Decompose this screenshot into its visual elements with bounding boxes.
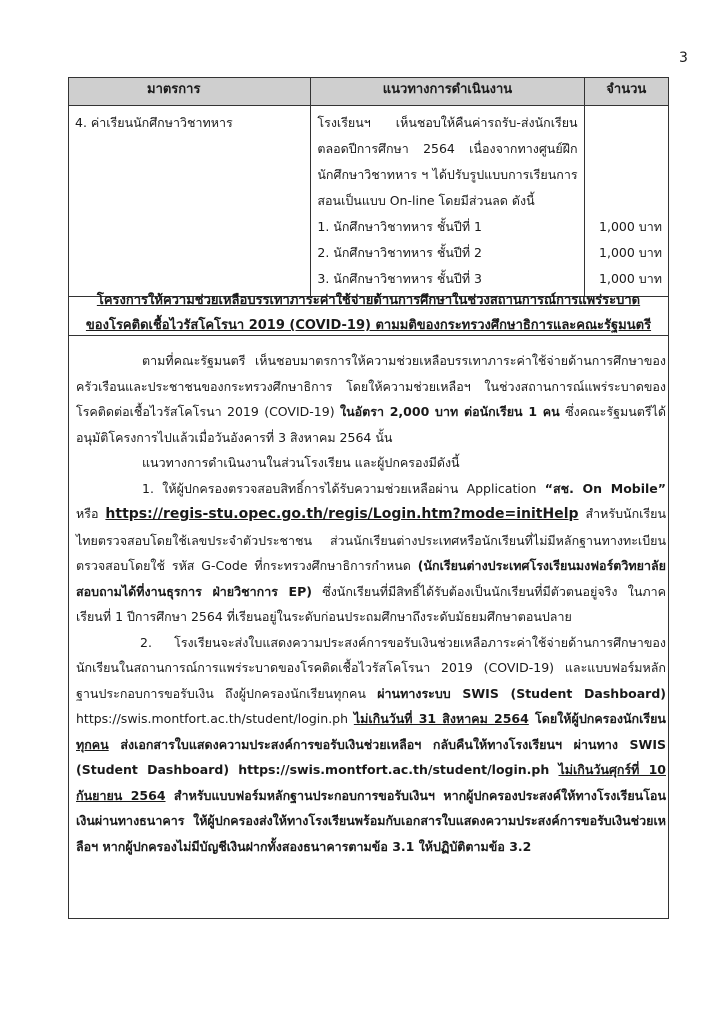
text-run: สำหรับนักเรียนไทยตรวจสอบโดยใช้เลขประจำตัวประชาชน ส่วนนักเรียนต่างประเทศหรือนักเรียนที่ไม่มีหลักฐานทางทะเบียนตรวจสอบโดยใช้ รหัส G-Code ที่กระทรวงศึกษาธิการกำหนด xyxy=(76,506,666,573)
header-guideline: แนวทางการดำเนินงาน xyxy=(311,78,584,106)
paragraph-step-1 xyxy=(76,476,666,630)
text-run: 2. โรงเรียนจะส่งใบแสดงความประสงค์การขอรับเงินช่วยเหลือภาระค่าใช้จ่ายด้านการศึกษาของนักเรียนในสถานการณ์การแพร่ระบาดของโรคติดเชื้อไวรัสโคโรนา 2019 (COVID-19) และแบบฟอร์มหลักฐานประกอบการขอรับเงิน ถึงผู้ปกครองนักเรียนทุกคน xyxy=(76,634,666,701)
table-header-row xyxy=(69,78,669,106)
text-run: โดยให้ผู้ปกครองนักเรียน xyxy=(528,711,666,726)
document-body xyxy=(76,348,666,859)
app-name: “สช. On Mobile” xyxy=(544,480,666,496)
rate-highlight: ในอัตรา 2,000 บาท ต่อนักเรียน 1 คน xyxy=(339,404,560,419)
text-run: 1. ให้ผู้ปกครองตรวจสอบสิทธิ์การได้รับความช่วยเหลือผ่าน Application xyxy=(142,480,545,496)
text-run: ซึ่งคณะรัฐมนตรีได้อนุมัติโครงการไปแล้วเมื่อวันอังคารที่ 3 สิงหาคม 2564 นั้น xyxy=(76,404,666,445)
measure-label: 4. ค่าเรียนนักศึกษาวิชาทหาร xyxy=(75,115,233,130)
project-title-box xyxy=(68,288,669,336)
project-title-line-2: ของโรคติดเชื้อไวรัสโคโรนา 2019 (COVID-19) ตามมติของกระทรวงศึกษาธิการและคณะรัฐมนตรี xyxy=(85,318,652,333)
list-item: 1. นักศึกษาวิชาทหาร ชั้นปีที่ 1 xyxy=(317,219,483,234)
all-students-note: ทุกคน xyxy=(76,736,109,752)
ep-contact-note: (นักเรียนต่างประเทศโรงเรียนมงฟอร์ตวิทยาลัย สอบถามได้ที่งานธุรการ ฝ่ายวิชาการ EP) xyxy=(76,558,666,599)
paragraph-step-2 xyxy=(76,630,666,860)
guideline-cell xyxy=(311,106,584,297)
project-title-line-1: โครงการให้ความช่วยเหลือบรรเทาภาระค่าใช้จ่ายด้านการศึกษาในช่วงสถานการณ์การแพร่ระบาด xyxy=(96,293,641,308)
deadline-sep: ไม่เกินวันศุกร์ที่ 10 กันยายน 2564 xyxy=(76,762,666,803)
swis-highlight: ผ่านทางระบบ SWIS (Student Dashboard) xyxy=(377,685,666,701)
measures-table xyxy=(68,77,669,297)
page-number: 3 xyxy=(679,50,688,66)
bank-instructions: สำหรับแบบฟอร์มหลักฐานประกอบการขอรับเงินฯ หากผู้ปกครองประสงค์ให้ทางโรงเรียนโอนเงินผ่านทางธนาคาร ให้ผู้ปกครองส่งให้ทางโรงเรียนพร้อมกับเอกสารใบแสดงความประสงค์การขอรับเงินช่วยเหลือฯ หากผู้ปกครองไม่มีบัญชีเงินฝากทั้งสองธนาคารตามข้อ 3.1 ให้ปฏิบัติตามข้อ 3.2 xyxy=(76,787,666,854)
regis-url-link[interactable]: https://regis-stu.opec.go.th/regis/Login.htm?mode=initHelp xyxy=(105,506,579,522)
swis-url[interactable]: https://swis.montfort.ac.th/student/login.ph xyxy=(76,711,354,726)
measure-cell xyxy=(69,106,311,297)
amount-value: 1,000 บาท xyxy=(599,245,662,260)
text-run: ซึ่งนักเรียนที่มีสิทธิ์ได้รับต้องเป็นนักเรียนที่มีตัวตนอยู่จริง ในภาคเรียนที่ 1 ปีการศึกษา 2564 ที่เรียนอยู่ในระดับก่อนประถมศึกษาถึงระดับมัธยมศึกษาตอนปลาย xyxy=(76,583,666,624)
paragraph-cabinet-resolution xyxy=(76,348,666,450)
guideline-description: โรงเรียนฯ เห็นชอบให้คืนค่ารถรับ-ส่งนักเรียนตลอดปีการศึกษา 2564 เนื่องจากทางศูนย์ฝึกนักศึกษาวิชาทหาร ฯ ได้ปรับรูปแบบการเรียนการสอนเป็นแบบ On-line โดยมีส่วนลด ดังนี้ xyxy=(317,115,578,208)
list-item: 3. นักศึกษาวิชาทหาร ชั้นปีที่ 3 xyxy=(317,271,483,286)
return-instructions: ส่งเอกสารใบแสดงความประสงค์การขอรับเงินช่วยเหลือฯ กลับคืนให้ทางโรงเรียนฯ ผ่านทาง SWIS (Student Dashboard) https://swis.montfort.ac.th/student/login.ph xyxy=(76,736,666,777)
list-item: 2. นักศึกษาวิชาทหาร ชั้นปีที่ 2 xyxy=(317,245,483,260)
amount-value: 1,000 บาท xyxy=(599,271,662,286)
header-amount: จำนวน xyxy=(584,78,668,106)
amount-cell xyxy=(584,106,668,297)
deadline-aug: ไม่เกินวันที่ 31 สิงหาคม 2564 xyxy=(353,711,529,726)
text-run: หรือ xyxy=(76,506,106,521)
header-measure: มาตรการ xyxy=(69,78,311,106)
table-row xyxy=(69,106,669,297)
text-run: ตามที่คณะรัฐมนตรี เห็นชอบมาตรการให้ความช่วยเหลือบรรเทาภาระค่าใช้จ่ายด้านการศึกษาของครัวเรือนและประชาชนของกระทรวงศึกษาธิการ โดยให้ความช่วยเหลือฯ ในช่วงสถานการณ์แพร่ระบาดของโรคติดต่อเชื้อไวรัสโคโรนา 2019 (COVID-19) xyxy=(76,353,666,419)
amount-value: 1,000 บาท xyxy=(599,219,662,234)
paragraph-guidelines-intro: แนวทางการดำเนินงานในส่วนโรงเรียน และผู้ปกครองมีดังนี้ xyxy=(142,455,460,470)
